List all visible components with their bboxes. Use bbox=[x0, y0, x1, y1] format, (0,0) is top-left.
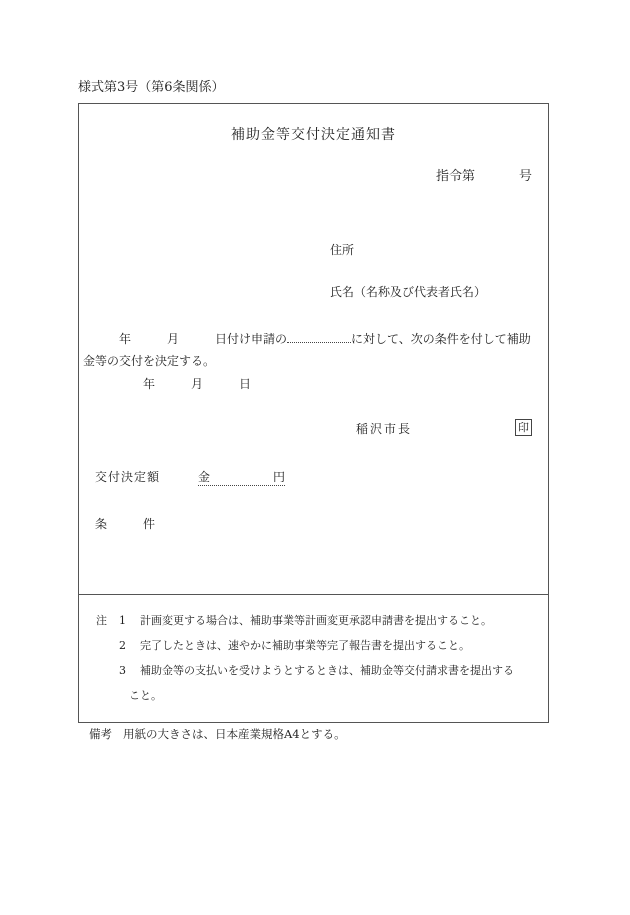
conditions-label: 条 件 bbox=[95, 517, 156, 531]
grant-amount-row bbox=[95, 469, 285, 486]
note-marker: 注 bbox=[96, 614, 107, 627]
amount-suffix: 円 bbox=[273, 470, 286, 484]
directive-suffix: 号 bbox=[518, 169, 532, 184]
body-application-line bbox=[83, 330, 531, 348]
note-text-continuation: こと。 bbox=[129, 689, 162, 702]
note-text: 計画変更する場合は、補助事業等計画変更承認申請書を提出すること。 bbox=[140, 614, 492, 627]
seal-mark: 印 bbox=[515, 419, 532, 436]
directive-number-line bbox=[436, 168, 548, 186]
note-text: 完了したときは、速やかに補助事業等完了報告書を提出すること。 bbox=[140, 639, 470, 652]
note-item bbox=[79, 658, 548, 683]
note-number: 3 bbox=[119, 664, 126, 677]
remarks-text: 用紙の大きさは、日本産業規格A4とする。 bbox=[123, 727, 346, 741]
grant-amount-label: 交付決定額 bbox=[95, 470, 161, 484]
document-title: 補助金等交付決定通知書 bbox=[231, 127, 396, 143]
remarks-line bbox=[89, 726, 346, 742]
note-item bbox=[79, 608, 548, 633]
form-border-box bbox=[78, 103, 549, 723]
note-text: 補助金等の支払いを受けようとするときは、補助金等交付請求書を提出する bbox=[140, 664, 514, 677]
decision-date-line: 年 月 日 bbox=[83, 377, 252, 391]
recipient-name-label: 氏名（名称及び代表者氏名） bbox=[330, 285, 487, 299]
applicant-name-blank bbox=[287, 330, 351, 343]
mayor-name: 稲沢市長 bbox=[356, 422, 413, 436]
note-number: 1 bbox=[119, 614, 126, 627]
grant-amount-field bbox=[198, 470, 285, 486]
note-marker-spacer bbox=[96, 633, 119, 658]
note-number: 2 bbox=[119, 639, 126, 652]
amount-prefix: 金 bbox=[198, 470, 211, 484]
body-decision-line: 金等の交付を決定する。 bbox=[83, 354, 216, 368]
form-number-label: 様式第3号（第6条関係） bbox=[78, 80, 225, 95]
application-suffix: に対して、次の条件を付して補助 bbox=[351, 332, 531, 346]
recipient-address-label: 住所 bbox=[330, 243, 355, 257]
remarks-label: 備考 bbox=[89, 727, 112, 741]
notes-section bbox=[79, 594, 548, 724]
directive-prefix: 指令第 bbox=[435, 169, 475, 184]
note-item bbox=[79, 633, 548, 658]
application-date-prefix: 年 月 日付け申請の bbox=[83, 332, 288, 346]
note-marker-spacer bbox=[96, 658, 119, 683]
